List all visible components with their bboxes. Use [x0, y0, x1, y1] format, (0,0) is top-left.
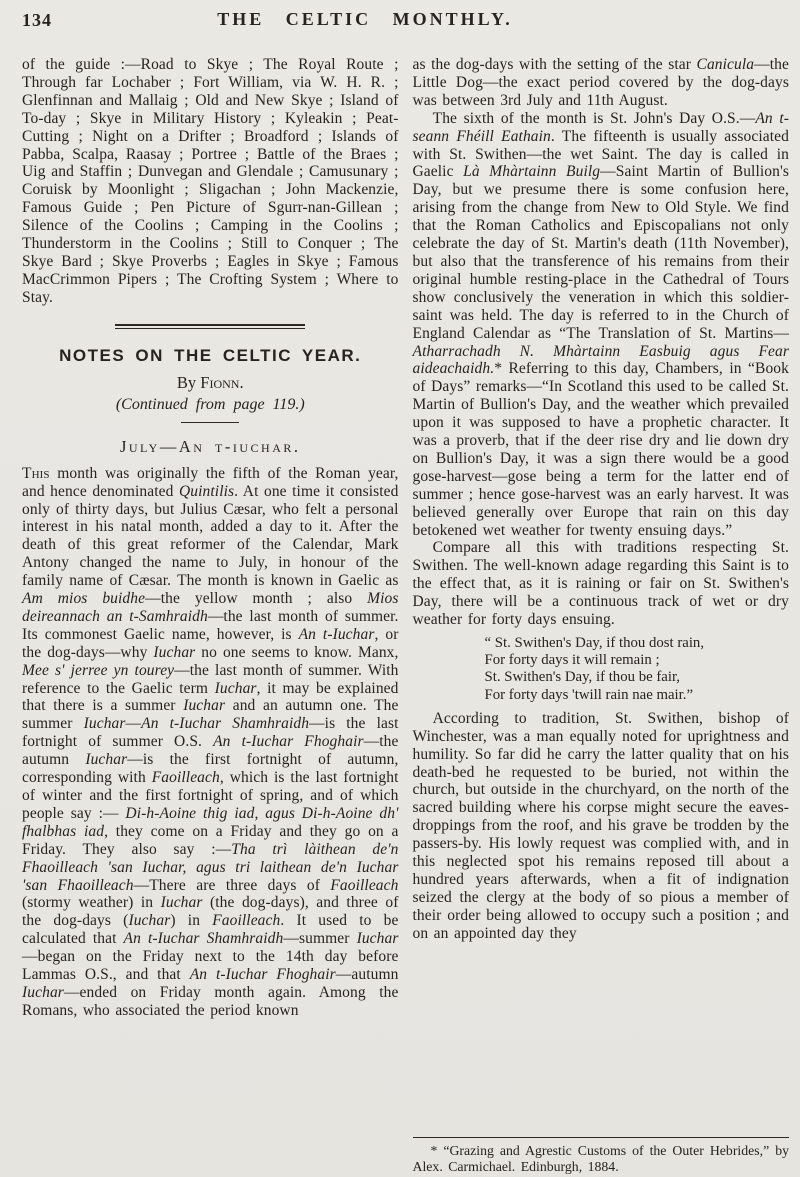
- verse-line: St. Swithen's Day, if thou be fair,: [484, 669, 681, 686]
- text-segment: Am mios buidhe: [22, 590, 146, 608]
- text-segment: , or the dog-days—why: [22, 625, 399, 661]
- text-segment: Iuchar: [83, 715, 126, 733]
- text-segment: Compare all this with traditions respecting St. Swithen. The well-known adage regarding this Saint is to the effect that, as it is raining or fair on St. Swithen's Day, there will be a continuous track of wet or dry weather for forty days ensuing.: [412, 539, 789, 629]
- text-segment: , it may be explained that there is a summer: [22, 679, 399, 715]
- text-segment: Tha trì làithean de'n Fhaoilleach 'san Iuchar, agus tri laithean de'n Iuchar 'san Fhaoilleach: [22, 840, 399, 894]
- text-segment: Là Mhàrtainn Builg: [463, 163, 601, 181]
- text-segment: , they come on a Friday and they go on a Friday. They also say :—: [22, 822, 399, 858]
- text-segment: —is the last fortnight of summer O.S.: [22, 715, 399, 751]
- article-byline: [22, 373, 399, 393]
- text-segment: According to tradition, St. Swithen, bishop of Winchester, was a man equally noted for uprightness and humility. So far did he carry the latter quality that on his death-bed he requested to be buried, not within the church, but outside in the churchyard, on the north of the sacred building where his corpse might secure the eaves-droppings from the roof, and his grave be trodden by the passers-by. His lowly request was complied with, and in this neglected spot his remains reposed till about a hundred years afterwards, when a fit of indignation seized the clergy at the body of so pious a member of their order being allowed to occupy such a position ; and on an appointed day they: [412, 709, 789, 942]
- text-segment: —ended on Friday month again. Among the Romans, who associated the period known: [22, 983, 399, 1019]
- text-segment: Iuchar: [160, 894, 203, 912]
- article-paragraph: [413, 539, 790, 629]
- text-segment: of the guide :—Road to Skye ; The Royal Route ; Through far Lochaber ; Fort William, via W. H. R. ; Glenfinnan and Mallaig ; Old and New Skye ; Island of To-day ; Skye in Military History ; Kyleakin ; Peat-Cutting ; Night on a Drifter ; Broadford ; Islands of Pabba, Scalpa, Raasay ; Portree ; Battle of the Braes ; Uig and Staffin ; Dunvegan and Glendale ; Camusunary ; Coruisk by Moonlight ; Sligachan ; John Mackenzie, Famous Guide ; Pen Picture of Sgurr-nan-Gillean ; Silence of the Coolins ; Camping in the Coolins ; Thunderstorm in the Coolins ; Still to Conquer ; The Skye Bard ; Skye Proverbs ; Eagles in Skye ; Famous MacCrimmon Pipers ; The Crofting System ; Where to Stay.: [22, 56, 399, 306]
- text-segment: The sixth of the month is St. John's Day O.S.—: [432, 109, 756, 127]
- two-column-layout: [0, 54, 800, 1176]
- verse-line: “ St. Swithen's Day, if thou dost rain,: [484, 635, 705, 651]
- text-segment: Faoilleach: [212, 912, 281, 930]
- text-segment: Mios deireannach an t-Samhraidh: [22, 590, 399, 625]
- text-segment: July—An t-iuchar.: [119, 436, 301, 456]
- text-segment: Mee s' jerree yn tourey: [22, 661, 175, 679]
- article-paragraph: [413, 56, 790, 110]
- section-divider: [115, 324, 305, 329]
- page-number: 134: [22, 10, 52, 30]
- text-segment: —the Little Dog—the exact period covered by the dog-days was between 3rd July and 11th August.: [412, 56, 789, 109]
- text-segment: Fionn.: [200, 372, 244, 392]
- text-segment: Iuchar: [356, 930, 399, 948]
- text-segment: and an autumn one. The summer: [22, 697, 399, 733]
- text-segment: * Referring to this day, Chambers, in “Book of Days” remarks—“In Scotland this used to be called St. Martin of Bullion's Day, and the weather which prevailed upon it was supposed to have a prophetic character. It was a proverb, that if the deer rise dry and lie down dry on Bullion's Day, it was a sign there would be a good gose-harvest—gose being a term for the latter end of summer ; hence gose-harvest was an early harvest. It was believed generally over Europe that rain on this day betokened wet weather for twenty ensuing days.”: [412, 360, 789, 539]
- text-segment: Iuchar: [214, 679, 257, 697]
- text-segment: By: [176, 372, 201, 392]
- text-segment: (the dog-days), and three of the dog-days (: [22, 894, 399, 930]
- text-segment: This: [22, 464, 50, 482]
- text-segment: * “Grazing and Agrestic Customs of the Outer Hebrides,” by Alex. Carmichael. Edinburgh, 1884.: [412, 1142, 789, 1175]
- text-segment: —There are three days of: [133, 876, 331, 894]
- text-segment: as the dog-days with the setting of the star: [412, 56, 697, 73]
- text-segment: Faoilleach: [330, 876, 399, 894]
- text-segment: An t-Iuchar Shamhraidh: [141, 715, 310, 733]
- text-segment: —Saint Martin of Bullion's Day, but we presume there is some confusion here, arising from the change from New to Old Style. We find that the Roman Catholics and Episcopalians not only celebrate the day of St. Martin's death (11th November), but also that the transference of his remains from their original humble resting-place in the Cathedral of Tours show conclusively the veneration in which this soldier-saint was held. The day is referred to in the Church of England Calendar as “The Translation of St. Martins—: [412, 163, 789, 342]
- page-header-title: THE CELTIC MONTHLY.: [217, 9, 513, 29]
- text-segment: . At one time it consisted only of thirty days, but Julius Cæsar, who felt a personal interest in his natal month, added a day to it. After the death of this great reformer of the Calendar, Mark Antony changed the name to July, in honour of the family name of Cæsar. The month is known in Gaelic as: [22, 482, 399, 590]
- text-segment: —began on the Friday next to the 14th day before Lammas O.S., and that: [22, 948, 399, 984]
- text-segment: ) in: [170, 912, 213, 930]
- byline-divider: [181, 422, 239, 423]
- text-segment: no one seems to know. Manx,: [195, 643, 399, 661]
- text-segment: An t-Iuchar: [298, 625, 375, 643]
- text-segment: —is the first fortnight of autumn, corresponding with: [22, 751, 399, 787]
- continued-note: (Continued from page 119.): [115, 395, 305, 413]
- text-segment: —the yellow month ; also: [145, 590, 368, 608]
- text-segment: , which is the last fortnight of winter and the first fortnight of spring, and of which people say :—: [22, 769, 399, 822]
- text-segment: An t-seann Fhéill Eathain: [412, 109, 790, 145]
- right-column: [413, 56, 790, 1176]
- text-segment: —: [125, 715, 142, 733]
- running-head: [0, 0, 800, 54]
- article-title: NOTES ON THE CELTIC YEAR.: [59, 345, 362, 365]
- verse-block: [485, 635, 790, 704]
- text-segment: Iuchar: [22, 983, 64, 1001]
- text-segment: —the last month of summer. Its commonest Gaelic name, however, is: [22, 607, 399, 643]
- left-column: [22, 56, 399, 1176]
- text-segment: Canicula: [696, 56, 755, 73]
- section-heading: [22, 437, 399, 457]
- text-segment: —summer: [283, 930, 357, 948]
- text-segment: Iuchar: [85, 751, 128, 769]
- text-segment: Iuchar: [153, 643, 196, 661]
- article-paragraph: [413, 710, 790, 943]
- footnote-divider: [413, 1137, 790, 1138]
- text-segment: Di-h-Aoine thig iad, agus Di-h-Aoine dh' fhalbhas iad: [22, 804, 399, 840]
- verse-line: For forty days it will remain ;: [484, 652, 660, 669]
- article-paragraph: [413, 110, 790, 540]
- text-segment: An t-Iuchar Fhoghair: [189, 966, 336, 984]
- text-segment: (stormy weather) in: [22, 894, 161, 912]
- text-segment: month was originally the fifth of the Roman year, and hence denominated: [22, 464, 399, 500]
- intro-paragraph: [22, 56, 399, 307]
- text-segment: Iuchar: [128, 912, 171, 930]
- text-segment: Faoilleach: [151, 769, 220, 787]
- text-segment: —the last month of summer. With reference to the Gaelic term: [22, 661, 399, 697]
- text-segment: —autumn: [335, 966, 399, 984]
- article-paragraph: [22, 465, 399, 1020]
- text-segment: . It used to be calculated that: [22, 912, 399, 948]
- text-segment: Quintilis: [178, 482, 235, 500]
- verse-line: For forty days 'twill rain nae mair.”: [484, 686, 694, 703]
- text-segment: Iuchar: [183, 697, 226, 715]
- footnote-text: [413, 1143, 790, 1176]
- text-segment: —the autumn: [22, 733, 399, 769]
- footnote-block: [413, 1131, 790, 1176]
- text-segment: An t-Iuchar Fhoghair: [213, 733, 364, 751]
- text-segment: Atharrachadh N. Mhàrtainn Easbuig agus Fear aideachaidh.: [412, 342, 789, 378]
- text-segment: An t-Iuchar Shamhraidh: [123, 930, 284, 948]
- text-segment: . The fifteenth is usually associated with St. Swithen—the wet Saint. The day is called in Gaelic: [412, 127, 790, 181]
